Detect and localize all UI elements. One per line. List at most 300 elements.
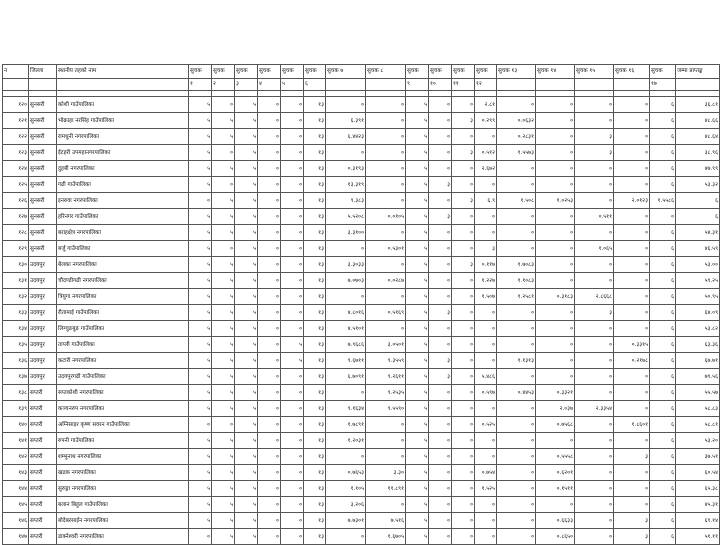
table-row bbox=[3, 289, 720, 305]
total-score-cell: ५०.९५ bbox=[676, 289, 720, 305]
indicator-cell: ० bbox=[575, 193, 614, 209]
total-score-cell: ४७.९९ bbox=[676, 161, 720, 177]
table-row bbox=[3, 225, 720, 241]
district-cell: सप्तरी bbox=[29, 401, 57, 417]
indicator-cell: ०.६६३३ bbox=[536, 513, 575, 529]
indicator-cell: २.३३५४ bbox=[575, 401, 614, 417]
indicator-cell: ० bbox=[281, 113, 304, 129]
indicator-cell: ०.३३२१ bbox=[536, 385, 575, 401]
indicator-cell: ० bbox=[281, 257, 304, 273]
indicator-cell: ५ bbox=[235, 113, 258, 129]
column-header: २ bbox=[212, 79, 235, 91]
indicator-cell: ० bbox=[366, 113, 406, 129]
indicator-cell: ५ bbox=[235, 529, 258, 545]
table-row bbox=[3, 97, 720, 113]
indicator-cell: ५ bbox=[235, 289, 258, 305]
row-number-cell: १३३ bbox=[3, 305, 29, 321]
indicator-cell: १३ bbox=[304, 497, 326, 513]
total-score-cell: ५१.११ bbox=[676, 529, 720, 545]
indicator-cell: ० bbox=[281, 177, 304, 193]
indicator-cell: ३ bbox=[429, 177, 452, 193]
table-row bbox=[3, 449, 720, 465]
indicator-cell: ५ bbox=[235, 449, 258, 465]
indicator-cell: ५.४८६ bbox=[475, 369, 497, 385]
column-header: सुचक bbox=[650, 65, 676, 79]
indicator-cell: ५ bbox=[406, 145, 429, 161]
indicator-cell: ० bbox=[452, 417, 475, 433]
indicator-cell: ० bbox=[366, 129, 406, 145]
indicator-cell: ० bbox=[258, 337, 281, 353]
indicator-cell: ३ bbox=[452, 113, 475, 129]
indicator-cell: ५ bbox=[189, 353, 212, 369]
indicator-cell: ० bbox=[366, 145, 406, 161]
total-score-cell: ६ bbox=[676, 193, 720, 209]
table-row bbox=[3, 305, 720, 321]
indicator-cell: ९.५५९० bbox=[366, 401, 406, 417]
indicator-cell: ० bbox=[475, 513, 497, 529]
indicator-cell: ५ bbox=[212, 305, 235, 321]
indicator-cell: ० bbox=[452, 401, 475, 417]
indicator-cell: ० bbox=[575, 465, 614, 481]
indicator-cell: ० bbox=[452, 529, 475, 545]
row-number-cell: १२१ bbox=[3, 113, 29, 129]
column-header bbox=[575, 79, 614, 91]
indicator-cell: ६ bbox=[650, 273, 676, 289]
indicator-cell: ५ bbox=[235, 385, 258, 401]
column-header bbox=[676, 79, 720, 91]
indicator-cell: ०.११७ bbox=[475, 257, 497, 273]
indicator-cell: ५ bbox=[235, 417, 258, 433]
indicator-cell: ० bbox=[366, 289, 406, 305]
indicator-cell: ० bbox=[429, 401, 452, 417]
indicator-cell: ५ bbox=[406, 209, 429, 225]
indicator-cell: ०.५५५८ bbox=[536, 449, 575, 465]
indicator-cell: ६.४४२३ bbox=[326, 129, 366, 145]
column-header bbox=[536, 79, 575, 91]
indicator-cell: ० bbox=[614, 257, 650, 273]
indicator-cell: ० bbox=[475, 209, 497, 225]
district-cell: सुनसरी bbox=[29, 209, 57, 225]
district-cell: उदयपुर bbox=[29, 337, 57, 353]
indicator-cell: ० bbox=[614, 225, 650, 241]
indicator-cell: ० bbox=[614, 401, 650, 417]
indicator-cell: ० bbox=[497, 209, 536, 225]
indicator-cell: ७.९६८६ bbox=[326, 337, 366, 353]
indicator-cell: ० bbox=[575, 385, 614, 401]
indicator-cell: ५ bbox=[212, 161, 235, 177]
table-row bbox=[3, 113, 720, 129]
column-header: सुचक bbox=[212, 65, 235, 79]
row-number-cell: १४४ bbox=[3, 481, 29, 497]
column-header: ६ bbox=[304, 79, 326, 91]
column-header: सुचक १४ bbox=[536, 65, 575, 79]
indicator-cell: ० bbox=[475, 497, 497, 513]
local-level-name-cell: दुहबी नगरपालिका bbox=[57, 161, 189, 177]
indicator-cell: ० bbox=[497, 241, 536, 257]
indicator-cell: ० bbox=[614, 97, 650, 113]
indicator-cell: ० bbox=[429, 145, 452, 161]
indicator-cell: ६ bbox=[650, 177, 676, 193]
column-header: सुचक ७ bbox=[326, 65, 366, 79]
indicator-cell: ० bbox=[614, 289, 650, 305]
district-cell: सप्तरी bbox=[29, 385, 57, 401]
column-header: सुचक bbox=[235, 65, 258, 79]
local-level-name-cell: भोक्राहा नरसिंह गाउँपालिका bbox=[57, 113, 189, 129]
total-score-cell: ३६.८१ bbox=[676, 97, 720, 113]
indicator-cell: ० bbox=[212, 97, 235, 113]
indicator-cell: २.०३७ bbox=[536, 401, 575, 417]
district-cell: सुनसरी bbox=[29, 97, 57, 113]
indicator-cell: ० bbox=[475, 401, 497, 417]
indicator-cell: ५ bbox=[212, 193, 235, 209]
total-score-cell: ६५.३८ bbox=[676, 481, 720, 497]
indicator-cell: ६ bbox=[650, 225, 676, 241]
indicator-cell: ५ bbox=[189, 481, 212, 497]
row-number-cell: १३२ bbox=[3, 289, 29, 305]
indicator-cell: ५ bbox=[189, 305, 212, 321]
indicator-cell: ६ bbox=[650, 449, 676, 465]
indicator-cell: १३ bbox=[304, 145, 326, 161]
indicator-cell: ५ bbox=[406, 417, 429, 433]
table-row bbox=[3, 401, 720, 417]
indicator-cell: ६.३९१ bbox=[326, 113, 366, 129]
indicator-cell: ० bbox=[575, 417, 614, 433]
column-header: ११ bbox=[452, 79, 475, 91]
indicator-cell: ० bbox=[575, 177, 614, 193]
indicator-cell: ० bbox=[475, 337, 497, 353]
indicator-cell: ० bbox=[452, 449, 475, 465]
indicator-cell: १.०६५ bbox=[575, 241, 614, 257]
local-level-name-cell: ताप्ली गाउँपालिका bbox=[57, 337, 189, 353]
indicator-cell: ० bbox=[281, 433, 304, 449]
indicator-cell: ० bbox=[281, 449, 304, 465]
indicator-cell: ५ bbox=[189, 449, 212, 465]
total-score-cell: ६७.७१ bbox=[676, 353, 720, 369]
table-row bbox=[3, 273, 720, 289]
indicator-cell: ० bbox=[258, 177, 281, 193]
column-header: सुचक bbox=[475, 65, 497, 79]
indicator-cell: ० bbox=[575, 273, 614, 289]
indicator-cell: ० bbox=[452, 497, 475, 513]
indicator-cell: ० bbox=[429, 273, 452, 289]
indicator-cell: ५ bbox=[235, 401, 258, 417]
indicator-cell: ५ bbox=[189, 497, 212, 513]
indicator-cell: ५ bbox=[212, 209, 235, 225]
indicator-cell: ० bbox=[429, 513, 452, 529]
indicator-cell: ६ bbox=[650, 481, 676, 497]
indicator-cell: १३.३१९ bbox=[326, 177, 366, 193]
indicator-cell: ० bbox=[497, 97, 536, 113]
indicator-cell: ५ bbox=[212, 513, 235, 529]
local-level-name-cell: कोशी गाउँपालिका bbox=[57, 97, 189, 113]
indicator-cell: ० bbox=[281, 209, 304, 225]
indicator-cell: ० bbox=[575, 257, 614, 273]
indicator-cell: ० bbox=[614, 113, 650, 129]
indicator-cell: ९.३५५९ bbox=[366, 353, 406, 369]
indicator-cell: ३ bbox=[429, 209, 452, 225]
local-level-name-cell: त्रियुगा नगरपालिका bbox=[57, 289, 189, 305]
indicator-cell: ० bbox=[452, 273, 475, 289]
indicator-cell: ० bbox=[258, 113, 281, 129]
indicator-cell: ५ bbox=[235, 193, 258, 209]
indicator-cell: १.५०७ bbox=[475, 289, 497, 305]
indicator-cell: ० bbox=[366, 433, 406, 449]
column-header: सुचक bbox=[406, 65, 429, 79]
indicator-cell: ० bbox=[536, 177, 575, 193]
local-level-name-cell: रामधुनी नगरपालिका bbox=[57, 129, 189, 145]
indicator-cell: ५ bbox=[406, 241, 429, 257]
indicator-cell: १३ bbox=[304, 529, 326, 545]
indicator-cell: ० bbox=[452, 321, 475, 337]
column-header: सुचक bbox=[281, 65, 304, 79]
row-number-cell: १३७ bbox=[3, 369, 29, 385]
indicator-cell: ५ bbox=[189, 129, 212, 145]
district-cell: उदयपुर bbox=[29, 321, 57, 337]
indicator-cell: ० bbox=[258, 161, 281, 177]
indicator-cell: ३.३०३३ bbox=[326, 257, 366, 273]
indicator-cell: ५ bbox=[406, 385, 429, 401]
indicator-cell: ० bbox=[366, 177, 406, 193]
indicator-cell: ० bbox=[452, 305, 475, 321]
indicator-cell: ० bbox=[366, 161, 406, 177]
indicator-cell: ५ bbox=[212, 465, 235, 481]
indicator-cell: ०.३३१५ bbox=[614, 337, 650, 353]
indicator-cell: ० bbox=[575, 513, 614, 529]
total-score-cell: ५८.८१ bbox=[676, 417, 720, 433]
indicator-cell: १३ bbox=[304, 209, 326, 225]
indicator-cell: ० bbox=[281, 321, 304, 337]
indicator-cell: १३ bbox=[304, 305, 326, 321]
local-level-name-cell: अग्निसाइर कृष्ण सवरन गाउँपालिका bbox=[57, 417, 189, 433]
indicator-cell: ५ bbox=[235, 369, 258, 385]
indicator-cell: ० bbox=[258, 417, 281, 433]
indicator-cell: ० bbox=[366, 417, 406, 433]
local-level-name-cell: बोदेबरसाईन नगरपालिका bbox=[57, 513, 189, 529]
row-number-cell: १४२ bbox=[3, 449, 29, 465]
indicator-cell: ५ bbox=[235, 129, 258, 145]
indicator-cell: ५ bbox=[212, 401, 235, 417]
indicator-cell: ० bbox=[212, 417, 235, 433]
indicator-cell: १.२०३१ bbox=[326, 433, 366, 449]
indicator-cell: ५ bbox=[189, 257, 212, 273]
indicator-cell: ६ bbox=[650, 145, 676, 161]
indicator-cell: ५ bbox=[406, 529, 429, 545]
indicator-cell: ० bbox=[650, 209, 676, 225]
indicator-cell: ० bbox=[536, 257, 575, 273]
indicator-cell: ० bbox=[258, 497, 281, 513]
indicator-cell: ० bbox=[497, 529, 536, 545]
indicator-cell: ० bbox=[366, 497, 406, 513]
indicator-cell: ५ bbox=[406, 177, 429, 193]
indicator-cell: १३ bbox=[304, 433, 326, 449]
indicator-cell: ० bbox=[189, 417, 212, 433]
indicator-cell: ० bbox=[536, 369, 575, 385]
indicator-cell: ० bbox=[452, 289, 475, 305]
indicator-cell: १३ bbox=[304, 225, 326, 241]
local-level-name-cell: कञ्चनरुप नगरपालिका bbox=[57, 401, 189, 417]
indicator-cell: ६ bbox=[650, 257, 676, 273]
indicator-cell: ० bbox=[258, 273, 281, 289]
indicator-cell: ६ bbox=[650, 385, 676, 401]
indicator-cell: २.८१ bbox=[475, 97, 497, 113]
indicator-cell: ० bbox=[258, 353, 281, 369]
indicator-cell: ६ bbox=[650, 113, 676, 129]
table-row bbox=[3, 177, 720, 193]
local-level-name-cell: बलान बिहुल गाउँपालिका bbox=[57, 497, 189, 513]
indicator-cell: ०.५३०१ bbox=[366, 241, 406, 257]
indicator-cell: ५ bbox=[235, 177, 258, 193]
total-score-cell: ६०.५४ bbox=[676, 465, 720, 481]
total-score-cell: ५३.०० bbox=[676, 257, 720, 273]
district-cell: उदयपुर bbox=[29, 305, 57, 321]
indicator-cell: ० bbox=[366, 321, 406, 337]
table-row bbox=[3, 369, 720, 385]
total-score-cell: ५३.२० bbox=[676, 433, 720, 449]
indicator-cell: ०.०१०५ bbox=[366, 209, 406, 225]
indicator-cell: ० bbox=[281, 129, 304, 145]
column-header bbox=[614, 79, 650, 91]
table-row bbox=[3, 337, 720, 353]
table-row bbox=[3, 513, 720, 529]
indicator-cell: ० bbox=[575, 97, 614, 113]
total-score-cell: ३७.५१ bbox=[676, 449, 720, 465]
indicator-cell: २.०१२३ bbox=[614, 193, 650, 209]
indicator-cell: ५ bbox=[189, 465, 212, 481]
total-score-cell: ४५.३१ bbox=[676, 497, 720, 513]
indicator-cell: ० bbox=[614, 273, 650, 289]
indicator-cell: ० bbox=[366, 97, 406, 113]
indicator-cell: ३ bbox=[614, 449, 650, 465]
indicator-cell: ५ bbox=[212, 257, 235, 273]
local-level-name-cell: गढी गाउँपालिका bbox=[57, 177, 189, 193]
column-header: सुचक bbox=[189, 65, 212, 79]
row-number-cell: १४६ bbox=[3, 513, 29, 529]
indicator-cell: ० bbox=[452, 209, 475, 225]
total-score-cell: ५३.३२ bbox=[676, 177, 720, 193]
indicator-cell: १.५०८ bbox=[497, 193, 536, 209]
local-level-name-cell: रुपनी गाउँपालिका bbox=[57, 433, 189, 449]
indicator-cell: ०.५९७ bbox=[475, 385, 497, 401]
local-level-name-cell: बराहक्षेत्र नगरपालिका bbox=[57, 225, 189, 241]
indicator-cell: ५ bbox=[212, 129, 235, 145]
indicator-cell: ५ bbox=[281, 353, 304, 369]
indicator-cell: ० bbox=[429, 481, 452, 497]
indicator-cell: ३.०५०१ bbox=[366, 337, 406, 353]
row-number-cell: १३५ bbox=[3, 337, 29, 353]
total-score-cell: ४८.६६ bbox=[676, 113, 720, 129]
table-row bbox=[3, 353, 720, 369]
indicator-cell: ० bbox=[575, 321, 614, 337]
indicator-cell: १३ bbox=[304, 449, 326, 465]
indicator-cell: ० bbox=[575, 161, 614, 177]
local-level-name-cell: उदयपुरगढी गाउँपालिका bbox=[57, 369, 189, 385]
column-header bbox=[326, 79, 366, 91]
row-number-cell: १४५ bbox=[3, 497, 29, 513]
indicator-cell: ४.८०१६ bbox=[326, 305, 366, 321]
indicator-cell: ० bbox=[281, 385, 304, 401]
indicator-cell: ० bbox=[258, 145, 281, 161]
indicator-cell: ० bbox=[366, 257, 406, 273]
score-table bbox=[2, 64, 720, 545]
indicator-cell: ० bbox=[429, 241, 452, 257]
indicator-cell: ० bbox=[614, 129, 650, 145]
indicator-cell: ० bbox=[536, 97, 575, 113]
indicator-cell: १३ bbox=[304, 113, 326, 129]
indicator-cell: ५ bbox=[189, 337, 212, 353]
indicator-cell: ० bbox=[475, 305, 497, 321]
column-header bbox=[497, 79, 536, 91]
indicator-cell: ० bbox=[281, 225, 304, 241]
indicator-cell: २.८६६८ bbox=[575, 289, 614, 305]
total-score-cell: ५५.५७ bbox=[676, 385, 720, 401]
indicator-cell: ० bbox=[258, 289, 281, 305]
indicator-cell: ० bbox=[258, 257, 281, 273]
local-level-name-cell: चौदण्डीगढी नगरपालिका bbox=[57, 273, 189, 289]
indicator-cell: ९.६७११ bbox=[326, 353, 366, 369]
indicator-cell: ५ bbox=[235, 305, 258, 321]
indicator-cell: ० bbox=[475, 353, 497, 369]
column-header: ३ bbox=[235, 79, 258, 91]
indicator-cell: ५ bbox=[406, 353, 429, 369]
indicator-cell: ०.०२८७ bbox=[366, 273, 406, 289]
total-score-cell: ५९.२५ bbox=[676, 273, 720, 289]
indicator-cell: ५ bbox=[235, 241, 258, 257]
indicator-cell: ० bbox=[614, 241, 650, 257]
indicator-cell: ६ bbox=[650, 97, 676, 113]
row-number-cell: १२७ bbox=[3, 209, 29, 225]
indicator-cell: ० bbox=[326, 145, 366, 161]
indicator-cell: ५ bbox=[189, 145, 212, 161]
indicator-cell: ११.८९१ bbox=[366, 481, 406, 497]
district-cell: सप्तरी bbox=[29, 465, 57, 481]
local-level-name-cell: सप्तकोशी नगरपालिका bbox=[57, 385, 189, 401]
indicator-cell: ५ bbox=[189, 385, 212, 401]
district-cell: सप्तरी bbox=[29, 417, 57, 433]
indicator-cell: ० bbox=[497, 177, 536, 193]
indicator-cell: ५ bbox=[406, 129, 429, 145]
row-number-cell: १३६ bbox=[3, 353, 29, 369]
indicator-cell: ० bbox=[497, 321, 536, 337]
column-header bbox=[3, 79, 29, 91]
row-number-cell: १४३ bbox=[3, 465, 29, 481]
indicator-cell: १३ bbox=[304, 241, 326, 257]
indicator-cell: ० bbox=[281, 305, 304, 321]
indicator-cell: ० bbox=[326, 529, 366, 545]
table-row bbox=[3, 385, 720, 401]
indicator-cell: ० bbox=[575, 353, 614, 369]
indicator-cell: ० bbox=[475, 321, 497, 337]
indicator-cell: ६ bbox=[650, 529, 676, 545]
indicator-cell: ० bbox=[281, 497, 304, 513]
indicator-cell: १३ bbox=[304, 161, 326, 177]
indicator-cell: ० bbox=[429, 385, 452, 401]
indicator-cell: ५ bbox=[406, 289, 429, 305]
indicator-cell: १.१०८३ bbox=[497, 273, 536, 289]
indicator-cell: ० bbox=[429, 289, 452, 305]
district-cell: सुनसरी bbox=[29, 225, 57, 241]
indicator-cell: ० bbox=[429, 113, 452, 129]
local-level-name-cell: लिम्चुङबुङ गाउँपालिका bbox=[57, 321, 189, 337]
indicator-cell: ० bbox=[281, 513, 304, 529]
table-row bbox=[3, 209, 720, 225]
indicator-cell: ५ bbox=[212, 289, 235, 305]
indicator-cell: ० bbox=[452, 337, 475, 353]
indicator-cell: ५ bbox=[212, 433, 235, 449]
indicator-cell: ० bbox=[536, 241, 575, 257]
indicator-cell: ५ bbox=[406, 97, 429, 113]
district-cell: सुनसरी bbox=[29, 241, 57, 257]
total-score-cell: ६ bbox=[676, 209, 720, 225]
